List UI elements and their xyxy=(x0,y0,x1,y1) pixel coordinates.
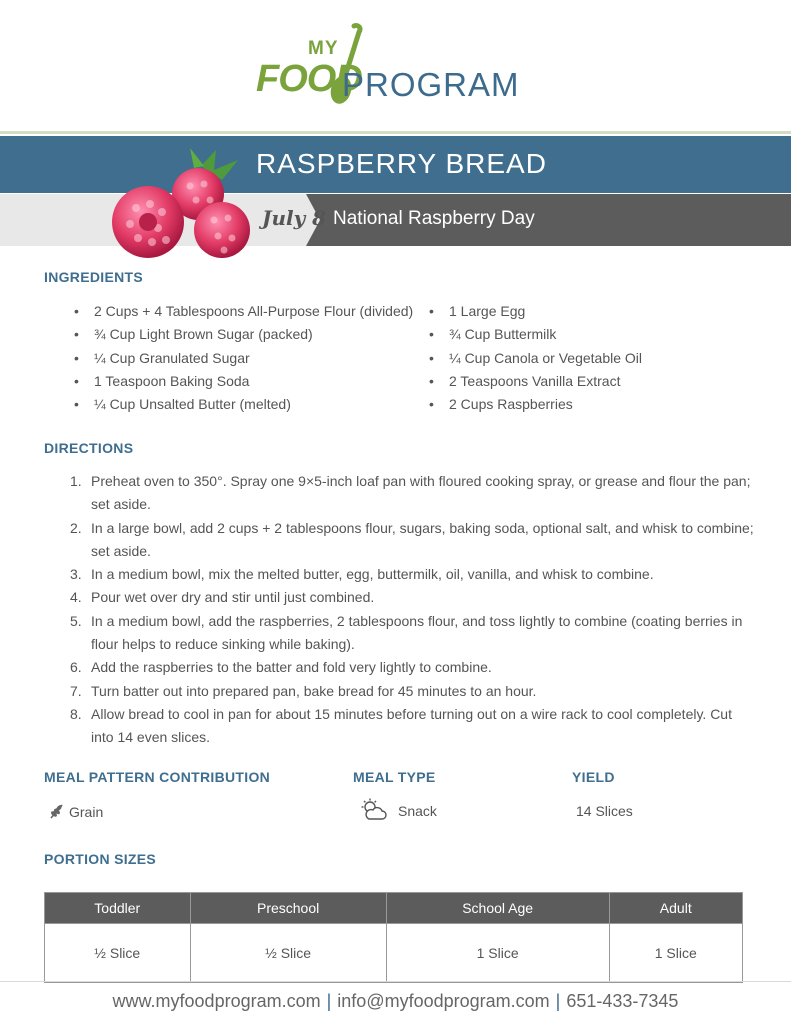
portion-table xyxy=(44,892,743,983)
logo xyxy=(256,22,546,110)
bottom-divider xyxy=(0,981,791,982)
ingredient-item: • 2 Cups Raspberries xyxy=(421,393,642,416)
ingredient-item: • ¼ Cup Granulated Sugar xyxy=(66,347,413,370)
wheat-icon xyxy=(48,802,66,820)
footer-separator: | xyxy=(555,991,561,1011)
ingredients-list-right xyxy=(421,300,642,416)
ingredients-heading: INGREDIENTS xyxy=(44,269,143,285)
portion-value-row xyxy=(45,924,743,983)
meal-type-value: Snack xyxy=(398,803,437,819)
footer xyxy=(0,991,791,1012)
top-divider xyxy=(0,131,791,134)
observance-date: July 8 xyxy=(262,206,327,230)
portion-header-row xyxy=(45,893,743,924)
direction-step: 1. Preheat oven to 350°. Spray one 9×5-inch loaf pan with floured cooking spray, or grease and flour the pan; set aside. xyxy=(70,473,751,513)
logo-food: FOOD xyxy=(256,58,362,100)
ingredient-item: • 1 Large Egg xyxy=(421,300,642,323)
ingredient-item: • ¾ Cup Light Brown Sugar (packed) xyxy=(66,323,413,346)
direction-step: 8. Allow bread to cool in pan for about 15 minutes before turning out on a wire rack to cool completely. Cut into 14 even slices. xyxy=(70,705,732,746)
meal-type-heading: MEAL TYPE xyxy=(353,769,436,785)
ingredients-list-left xyxy=(66,300,413,416)
footer-website-link[interactable]: www.myfoodprogram.com xyxy=(112,991,321,1011)
direction-text: Allow bread to cool in pan for about 15 minutes before turning out on a wire rack to cool completely. Cut into 14 even slices. xyxy=(91,705,732,746)
direction-text: Add the raspberries to the batter and fold very lightly to combine. xyxy=(91,659,492,676)
direction-step: 7. Turn batter out into prepared pan, bake bread for 45 minutes to an hour. xyxy=(70,682,537,699)
portion-col-school-age: School Age xyxy=(386,893,609,924)
yield-heading: YIELD xyxy=(572,769,615,785)
footer-phone[interactable]: 651-433-7345 xyxy=(566,991,679,1011)
direction-step: 5. In a medium bowl, add the raspberries, 2 tablespoons flour, and toss lightly to combine (coating berries in flour helps to reduce sinking while baking). xyxy=(70,612,743,653)
footer-email-link[interactable]: info@myfoodprogram.com xyxy=(337,991,550,1011)
meal-pattern-value: Grain xyxy=(69,804,104,820)
portion-col-adult: Adult xyxy=(609,893,742,924)
raspberries-image xyxy=(106,146,256,266)
ingredient-item: • ¼ Cup Unsalted Butter (melted) xyxy=(66,393,413,416)
direction-step: 3. In a medium bowl, mix the melted butter, egg, buttermilk, oil, vanilla, and whisk to combine. xyxy=(70,566,654,583)
ingredient-item: • 1 Teaspoon Baking Soda xyxy=(66,370,413,393)
ingredient-item: • ¾ Cup Buttermilk xyxy=(421,323,642,346)
directions-list xyxy=(66,470,756,750)
ingredient-item: • 2 Cups + 4 Tablespoons All-Purpose Flour (divided) xyxy=(66,300,413,323)
direction-text: Turn batter out into prepared pan, bake bread for 45 minutes to an hour. xyxy=(91,682,537,699)
portion-sizes-heading: PORTION SIZES xyxy=(44,851,157,867)
direction-text: Preheat oven to 350°. Spray one 9×5-inch loaf pan with floured cooking spray, or grease and flour the pan; set aside. xyxy=(91,473,751,513)
ingredient-item: • ¼ Cup Canola or Vegetable Oil xyxy=(421,347,642,370)
portion-preschool: ½ Slice xyxy=(190,924,386,983)
directions-heading: DIRECTIONS xyxy=(44,440,134,456)
direction-step: 4. Pour wet over dry and stir until just combined. xyxy=(70,589,375,606)
portion-school-age: 1 Slice xyxy=(386,924,609,983)
recipe-title: RASPBERRY BREAD xyxy=(256,148,547,179)
logo-program: PROGRAM xyxy=(342,66,520,103)
logo-my: MY xyxy=(308,38,339,59)
direction-step: 2. In a large bowl, add 2 cups + 2 tablespoons flour, sugars, baking soda, optional salt, and whisk to combine; set aside. xyxy=(70,519,754,559)
direction-text: Pour wet over dry and stir until just combined. xyxy=(91,589,375,606)
meal-pattern-heading: MEAL PATTERN CONTRIBUTION xyxy=(44,769,271,785)
portion-col-preschool: Preschool xyxy=(190,893,386,924)
direction-text: In a medium bowl, add the raspberries, 2 tablespoons flour, and toss lightly to combine (coating berries in flour helps to reduce sinking while baking). xyxy=(91,612,743,653)
direction-step: 6. Add the raspberries to the batter and fold very lightly to combine. xyxy=(70,659,492,676)
yield-value: 14 Slices xyxy=(576,803,633,819)
direction-text: In a large bowl, add 2 cups + 2 tablespoons flour, sugars, baking soda, optional salt, and whisk to combine; set aside. xyxy=(91,519,754,559)
portion-toddler: ½ Slice xyxy=(45,924,191,983)
ingredient-item: • 2 Teaspoons Vanilla Extract xyxy=(421,370,642,393)
footer-separator: | xyxy=(326,991,332,1011)
direction-text: In a medium bowl, mix the melted butter, egg, buttermilk, oil, vanilla, and whisk to combine. xyxy=(91,566,654,583)
portion-adult: 1 Slice xyxy=(609,924,742,983)
observance-name: National Raspberry Day xyxy=(333,208,535,229)
portion-col-toddler: Toddler xyxy=(45,893,191,924)
sun-cloud-icon xyxy=(360,798,388,822)
